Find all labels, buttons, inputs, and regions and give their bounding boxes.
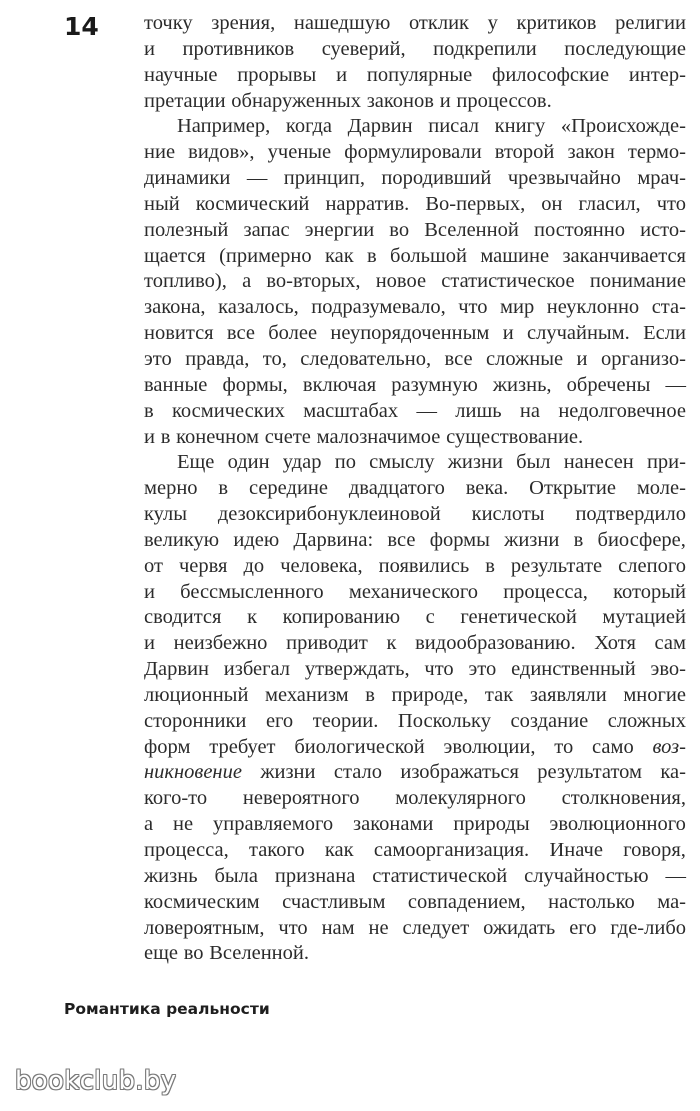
text-line: новится все более неупорядоченным и случайным. Если <box>144 322 686 345</box>
text-line: жизнь была признана статистической случайностью — <box>144 864 686 887</box>
paragraph <box>144 114 686 450</box>
text-line: Дарвин избегал утверждать, что это единственный эво- <box>144 658 686 681</box>
text-line: от червя до человека, появились в результате слепого <box>144 554 686 577</box>
text-line: Еще один удар по смыслу жизни был нанесен при- <box>177 451 686 474</box>
text-line: ние видов», ученые формулировали второй закон термо- <box>144 141 686 164</box>
text-line: космическим счастливым совпадением, настолько ма- <box>144 890 686 913</box>
text-line: научные прорывы и популярные философские интер- <box>144 63 686 86</box>
text-line: Например, когда Дарвин писал книгу «Происхожде- <box>177 115 686 138</box>
text-line: в космических масштабах — лишь на недолговечное <box>144 399 686 422</box>
text-line: претации обнаруженных законов и процессов. <box>144 89 552 112</box>
text-line: процесса, такого как самоорганизация. Иначе говоря, <box>144 839 686 861</box>
text-line: никновение жизни стало изображаться результатом ка- <box>144 761 686 784</box>
text-line: точку зрения, нашедшую отклик у критиков религии <box>144 12 686 34</box>
text-line: и в конечном счете малозначимое существование. <box>144 425 584 448</box>
text-line: кулы дезоксирибонуклеиновой кислоты подтвердило <box>144 503 686 526</box>
text-line: и бессмысленного механического процесса, который <box>144 580 686 603</box>
text-line: люционный механизм в природе, так заявляли многие <box>144 683 686 706</box>
text-line: сторонники его теории. Поскольку создание сложных <box>144 709 686 732</box>
text-line: ный космический нарратив. Во-первых, он гласил, что <box>144 192 686 215</box>
text-line: полезный запас энергии во Вселенной постоянно исто- <box>144 218 686 241</box>
text-line: щается (примерно как в большой машине заканчивается <box>144 244 686 267</box>
body-text <box>144 11 686 967</box>
text-line: мерно в середине двадцатого века. Открытие моле- <box>144 477 686 500</box>
running-footer: Романтика реальности <box>64 1000 270 1018</box>
text-line: форм требует биологической эволюции, то само воз- <box>144 735 686 758</box>
text-line: кого-то невероятного молекулярного столкновения, <box>144 787 686 810</box>
text-line: а не управляемого законами природы эволюционного <box>144 813 686 836</box>
text-line: динамики — принцип, породивший чрезвычайно мрач- <box>144 167 686 190</box>
text-line: закона, казалось, подразумевало, что мир неуклонно ста- <box>144 296 686 319</box>
page-number: 14 <box>64 12 99 41</box>
paragraph <box>144 450 686 967</box>
text-line: это правда, то, следовательно, все сложные и организо- <box>144 347 686 370</box>
text-line: великую идею Дарвина: все формы жизни в биосфере, <box>144 528 686 551</box>
text-line: и противников суеверий, подкрепили последующие <box>144 37 686 60</box>
text-line: топливо), а во-вторых, новое статистическое понимание <box>144 270 686 293</box>
text-line: и неизбежно приводит к видообразованию. Хотя сам <box>144 632 686 655</box>
watermark: bookclub.by <box>15 1066 177 1096</box>
text-line: ванные формы, включая разумную жизнь, обречены — <box>144 373 686 396</box>
text-line: ловероятным, что нам не следует ожидать его где-либо <box>144 916 686 939</box>
paragraph <box>144 11 686 114</box>
text-line: еще во Вселенной. <box>144 942 309 965</box>
text-line: сводится к копированию с генетической мутацией <box>144 606 686 629</box>
